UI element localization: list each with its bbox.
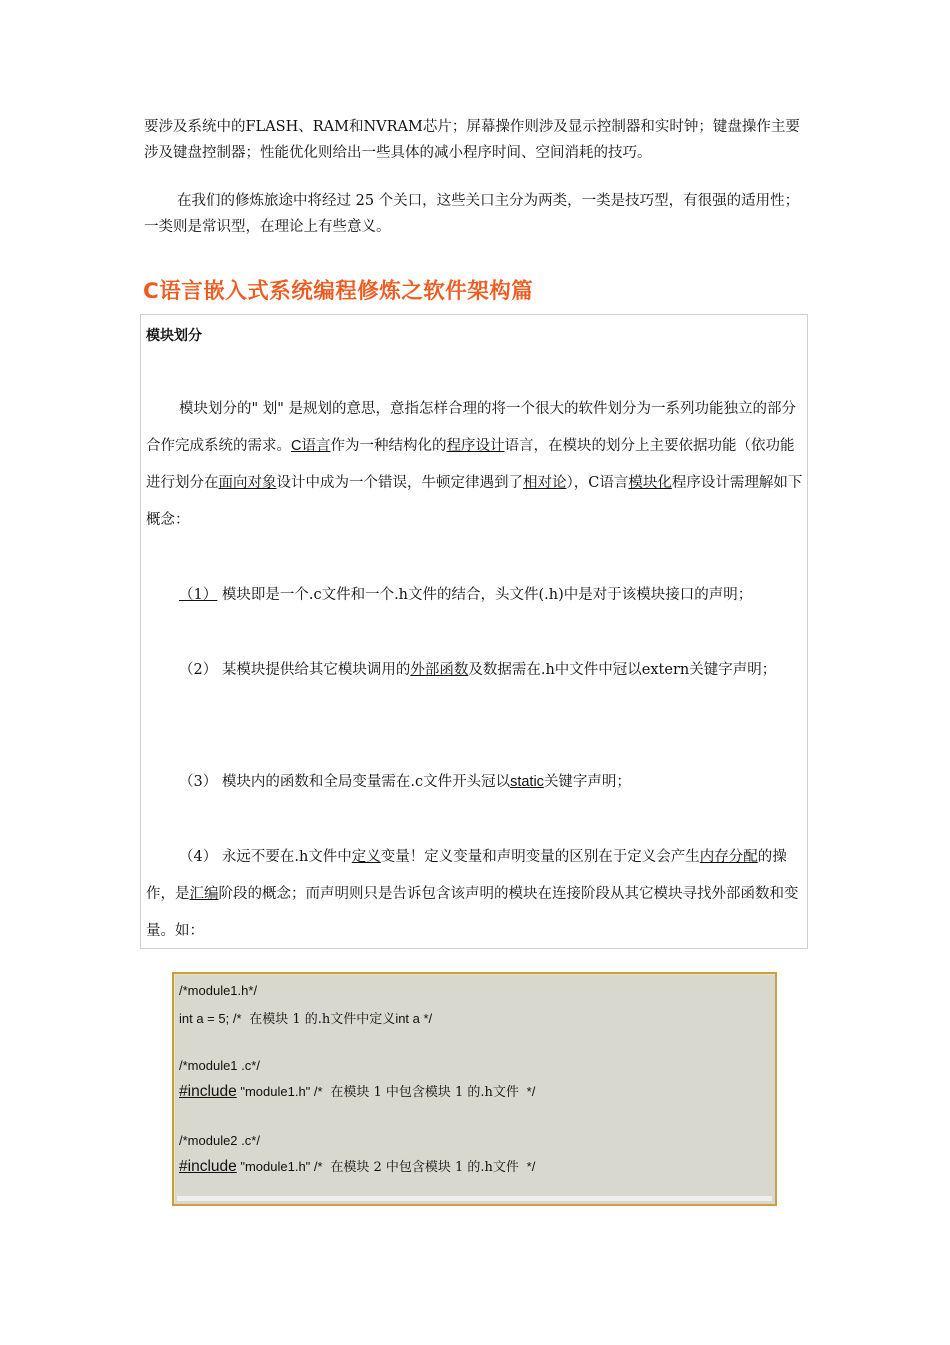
code-line: /*module1.h*/ bbox=[179, 983, 258, 998]
item-number: （2） bbox=[179, 662, 218, 678]
text-span: 的操作，是 bbox=[146, 849, 787, 902]
text-span: 关键字声明； bbox=[543, 774, 631, 790]
code-comment: 在模块 1 中包含模块 1 的.h文件 bbox=[326, 1085, 524, 1100]
intro-paragraph-1: 要涉及系统中的FLASH、RAM和NVRAM芯片；屏幕操作则涉及显示控制器和实时钟；键盘操作主要涉及键盘控制器；性能优化则给出一些具体的减小程序时间、空间消耗的技巧。 bbox=[144, 119, 800, 161]
concept-item-2 bbox=[146, 652, 806, 689]
code-line bbox=[179, 1008, 432, 1027]
code-area bbox=[177, 980, 772, 1196]
code-comment: 在模块 1 的.h文件中定义 bbox=[245, 1012, 396, 1027]
concept-item-4 bbox=[146, 839, 806, 950]
intro-paragraph-2: 在我们的修炼旅途中将经过 25 个关口，这些关口主分为两类，一类是技巧型，有很强的适用性；一类则是常识型，在理论上有些意义。 bbox=[144, 193, 800, 235]
code-line: /*module2 .c*/ bbox=[179, 1133, 260, 1148]
code-example-box bbox=[172, 972, 777, 1206]
text-span: ），C语言 bbox=[566, 475, 629, 491]
code-span: "module1.h" /* bbox=[236, 1084, 327, 1099]
text-span: 语言，在模块的划分上主要依据功能（依功能进行划分在 bbox=[146, 438, 795, 491]
text-span: 某模块提供给其它模块调用的 bbox=[217, 662, 411, 678]
code-line bbox=[179, 1081, 535, 1101]
code-comment: 在模块 2 中包含模块 1 的.h文件 bbox=[326, 1160, 524, 1175]
code-scroll-strip bbox=[177, 1196, 772, 1201]
text-span: 永远不要在.h文件中 bbox=[217, 849, 352, 865]
item-number: （1） bbox=[179, 587, 218, 603]
code-span: # bbox=[179, 1158, 188, 1175]
text-span: 设计中成为一个错误，牛顿定律遇到了 bbox=[276, 475, 523, 491]
code-span: # bbox=[179, 1083, 188, 1100]
module-division-box bbox=[140, 314, 808, 949]
text-span: 作为一种结构化的 bbox=[330, 438, 447, 454]
code-span: "module1.h" /* bbox=[236, 1159, 327, 1174]
section-title: C语言嵌入式系统编程修炼之软件架构篇 bbox=[143, 279, 534, 304]
code-span: int a = 5; /* bbox=[179, 1011, 246, 1026]
code-span: */ bbox=[523, 1084, 536, 1099]
link-static[interactable]: static bbox=[510, 774, 544, 790]
code-line: /*module1 .c*/ bbox=[179, 1058, 260, 1073]
link-program-design[interactable]: 程序设计 bbox=[446, 438, 505, 454]
text-span: 模块划分的" 划" 是规划的意思，意指怎样合理的将一个很大的软件划分为一系列功能独立的部分合作完成系统的需求。 bbox=[146, 401, 797, 454]
text-span: 模块即是一个.c文件和一个.h文件的结合，头文件(.h)中是对于该模块接口的声明； bbox=[217, 587, 753, 603]
item-number: （4） bbox=[179, 849, 218, 865]
code-span: */ bbox=[523, 1159, 536, 1174]
text-span: 模块内的函数和全局变量需在.c文件开头冠以 bbox=[217, 774, 511, 790]
item-number: （3） bbox=[179, 774, 218, 790]
link-include[interactable]: include bbox=[187, 1083, 237, 1100]
link-include[interactable]: include bbox=[187, 1158, 237, 1175]
link-definition[interactable]: 定义 bbox=[351, 849, 381, 865]
link-modular[interactable]: 模块化 bbox=[628, 475, 672, 491]
text-span: 及数据需在.h中文件中冠以extern关键字声明； bbox=[468, 662, 777, 678]
code-span: int a */ bbox=[395, 1011, 433, 1026]
text-span: 变量！定义变量和声明变量的区别在于定义会产生 bbox=[380, 849, 700, 865]
link-assembly[interactable]: 汇编 bbox=[189, 886, 219, 902]
module-intro-paragraph bbox=[146, 391, 806, 539]
link-external-function[interactable]: 外部函数 bbox=[410, 662, 469, 678]
concept-item-1 bbox=[146, 577, 806, 614]
concept-item-3 bbox=[146, 764, 806, 801]
link-memory-allocation[interactable]: 内存分配 bbox=[699, 849, 758, 865]
link-relativity[interactable]: 相对论 bbox=[523, 475, 567, 491]
link-c-language[interactable]: C语言 bbox=[291, 438, 331, 454]
link-object-oriented[interactable]: 面向对象 bbox=[218, 475, 277, 491]
text-span: 阶段的概念；而声明则只是告诉包含该声明的模块在连接阶段从其它模块寻找外部函数和变量。如： bbox=[146, 886, 799, 939]
text-span: 程序设计需理解如下概念： bbox=[146, 475, 803, 528]
code-line bbox=[179, 1156, 535, 1176]
box-title: 模块划分 bbox=[146, 328, 202, 344]
